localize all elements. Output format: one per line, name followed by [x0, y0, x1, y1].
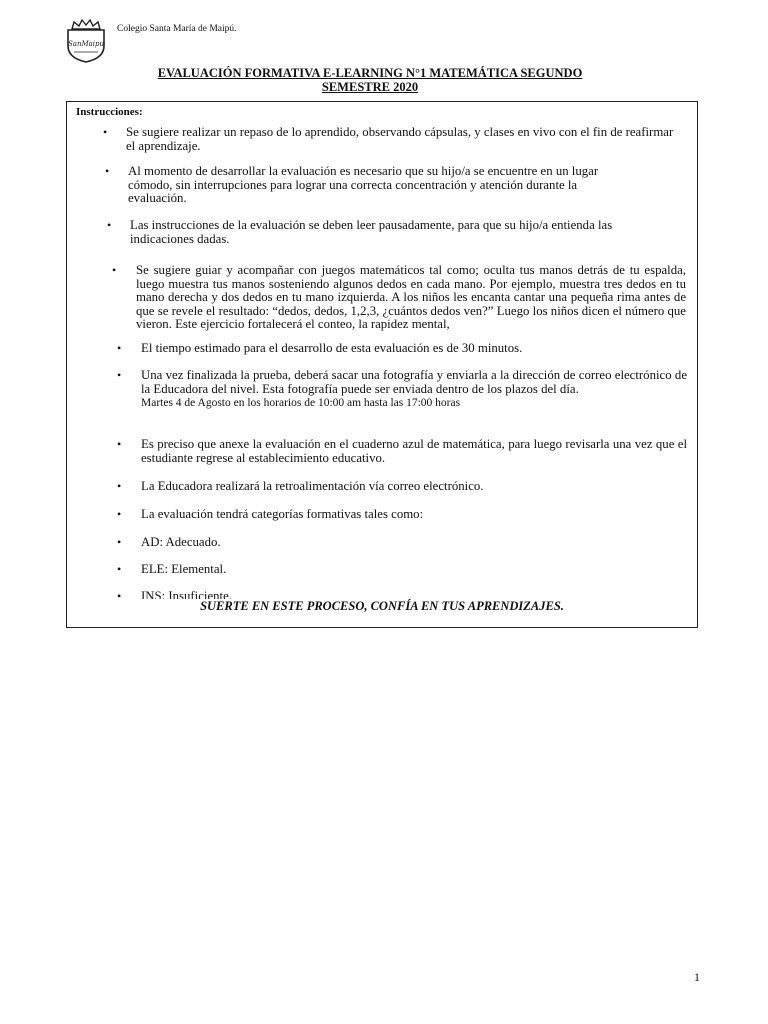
bullet-icon: •: [117, 590, 122, 599]
title-line-1: EVALUACIÓN FORMATIVA E-LEARNING N°1 MATEMÁTICA SEGUNDO: [157, 66, 583, 80]
list-item: [107, 219, 667, 246]
category-text: AD: Adecuado.: [141, 535, 221, 549]
instruction-text: El tiempo estimado para el desarrollo de esta evaluación es de 30 minutos.: [141, 341, 523, 355]
bullet-icon: •: [112, 264, 117, 277]
list-item: [117, 438, 687, 465]
school-name: Colegio Santa María de Maipú.: [117, 24, 237, 34]
instructions-label: Instrucciones:: [76, 106, 143, 118]
page-number: 1: [694, 970, 700, 984]
list-item: [105, 165, 625, 206]
list-item: [117, 536, 687, 550]
bullet-icon: •: [117, 479, 122, 493]
instruction-text: La evaluación tendrá categorías formativas tales como:: [141, 507, 424, 521]
instruction-text: Las instrucciones de la evaluación se deben leer pausadamente, para que su hijo/a entienda las indicaciones dadas.: [130, 218, 613, 246]
category-text: INS: Insuficiente.: [141, 590, 232, 599]
instructions-box: [66, 101, 698, 628]
bullet-icon: •: [103, 125, 108, 139]
bullet-icon: •: [117, 507, 122, 521]
list-item: [117, 342, 687, 356]
instruction-text: Es preciso que anexe la evaluación en el cuaderno azul de matemática, para luego revisarla una vez que el estudiante regrese al establecimiento educativo.: [141, 437, 687, 465]
bullet-icon: •: [117, 437, 122, 451]
list-item: [103, 126, 678, 153]
bullet-icon: •: [117, 562, 122, 576]
list-item: [117, 480, 687, 494]
bullet-icon: •: [117, 368, 122, 382]
document-title: [100, 66, 640, 94]
instruction-text: Una vez finalizada la prueba, deberá sacar una fotografía y enviarla a la dirección de correo electrónico de la Educadora del nivel. Esta fotografía puede ser enviada dentro de los plazos del día.: [141, 368, 687, 396]
list-item: [117, 508, 687, 522]
deadline-note: Martes 4 de Agosto en los horarios de 10:00 am hasta las 17:00 horas: [141, 397, 461, 410]
list-item: [117, 590, 687, 599]
bullet-icon: •: [117, 535, 122, 549]
instruction-text: Se sugiere guiar y acompañar con juegos matemáticos tal como; oculta tus manos detrás de tu espalda, luego muestra tus manos sosteniendo algunos dedos en cada mano. Por ejemplo, muestra tres dedos en tu mano derecha y dos dedos en tu mano izquierda. A los niños les encanta cantar una pequeña rima antes de que se revele el resultado: “dedos, dedos, 1,2,3, ¿cuántos dedos ven?” Luego los niños dicen el número que vieron. Este ejercicio fortalecerá el conteo, la rapidez mental,: [136, 264, 686, 331]
school-crest-logo: [62, 16, 110, 64]
list-item: [117, 563, 687, 577]
svg-text:SanMaipu: SanMaipu: [67, 40, 105, 48]
instruction-text: La Educadora realizará la retroalimentación vía correo electrónico.: [141, 479, 484, 493]
bullet-icon: •: [107, 218, 112, 232]
title-line-2: SEMESTRE 2020: [321, 80, 419, 94]
bullet-icon: •: [117, 341, 122, 355]
list-item: [117, 369, 687, 411]
category-text: ELE: Elemental.: [141, 562, 227, 576]
instruction-text: Al momento de desarrollar la evaluación es necesario que su hijo/a se encuentre en un lugar cómodo, sin interrupciones para lograr una correcta concentración y atención durante la evaluación.: [128, 164, 599, 206]
bullet-icon: •: [105, 164, 110, 178]
closing-message: SUERTE EN ESTE PROCESO, CONFÍA EN TUS APRENDIZAJES.: [200, 599, 564, 613]
instruction-text: Se sugiere realizar un repaso de lo aprendido, observando cápsulas, y clases en vivo con el fin de reafirmar el aprendizaje.: [126, 125, 674, 153]
list-item: [112, 264, 686, 331]
